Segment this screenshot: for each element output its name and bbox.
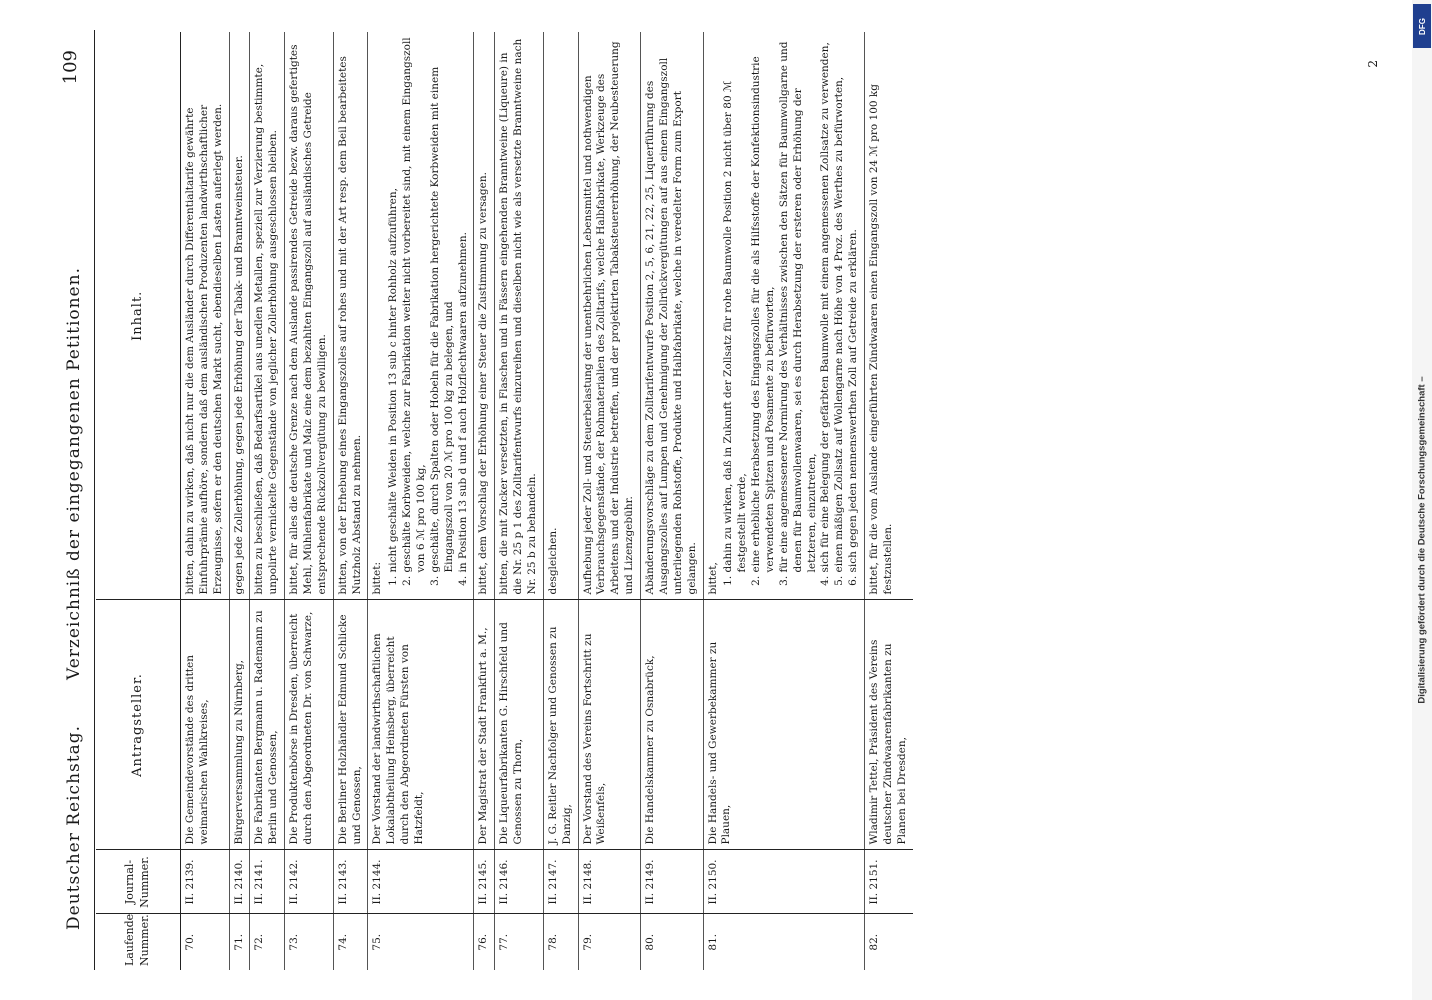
- header-title: Verzeichniß der eingegangenen Petitionen.: [64, 267, 84, 680]
- row-number: 72.: [250, 914, 285, 970]
- applicant: Der Vorstand der landwirthschaftlichen Lokalabtheilung Heinsberg, überreicht durch den Abgeordneten Fürsten von Hatzfeldt,: [368, 600, 474, 850]
- row-number: 73.: [285, 914, 334, 970]
- journal-number: II. 2139.: [181, 850, 230, 914]
- petition-content: [333, 32, 368, 600]
- row-number: 78.: [543, 914, 578, 970]
- petition-content: [578, 32, 640, 600]
- content-text: Aufhebung jeder Zoll- und Steuerbelastung der unentbehrlichen Lebensmittel und nothwendigen Verbrauchsgegenstände, der Rohmaterialien des Zolltarifs, welche Halbfabrikate, Werkzeuge des Arbeitens und der Industrie betreffen, und der projektirten Tabaksteuererhöhung, der Neubesteuerung und Lizenzgebühr.: [581, 41, 636, 595]
- col-header-journal: Journal-Nummer.: [96, 850, 181, 914]
- petition-content: [285, 32, 334, 600]
- content-text: bitten, die mit Zucker versetzten, in Flaschen und in Fässern eingehenden Branntweine (Liqueure) in die Nr. 25 p 1 des Zolltarifentwurfs einzureihen und dieselben nicht wie als versetzte Branntweine nach Nr. 25 b zu behandeln.: [498, 38, 539, 595]
- content-text: bittet, für alles die deutsche Grenze nach dem Auslande passirendes Getreide bezw. daraus gefertigtes Mehl, Mühlenfabrikate und Malz eine dem bezahlten Eingangszoll auf ausländisches Getreide entsprechende Rückzollvergütung zu bewilligen.: [288, 44, 328, 595]
- petition-content: [181, 32, 230, 600]
- journal-number: II. 2150.: [703, 850, 864, 914]
- applicant: Die Fabrikanten Bergmann u. Rademann zu Berlin und Genossen,: [250, 600, 285, 850]
- applicant: Die Liqueurfabrikanten G. Hirschfeld und Genossen zu Thorn,: [495, 600, 544, 850]
- list-item: 2. eine erhebliche Herabsetzung des Eingangszolles für die als Hilfsstoffe der Konfektionsindustrie verwendeten Spitzen und Posamente zu befürworten,: [750, 37, 778, 573]
- row-number: 76.: [474, 914, 495, 970]
- petition-content: [864, 32, 912, 600]
- table-row: [578, 32, 640, 970]
- row-number: 70.: [181, 914, 230, 970]
- dfg-credit: Digitalisierung gefördert durch die Deutsche Forschungsgemeinschaft –: [1416, 376, 1428, 704]
- signature-mark: 2: [1366, 60, 1380, 68]
- petition-content: [474, 32, 495, 600]
- row-number: 71.: [229, 914, 250, 970]
- journal-number: II. 2148.: [578, 850, 640, 914]
- journal-number: II. 2140.: [229, 850, 250, 914]
- row-number: 77.: [495, 914, 544, 970]
- content-text: bitten, dahin zu wirken, daß nicht nur die dem Ausländer durch Differentialtarife gewährte Einfuhrprämie aufhöre, sondern daß dem ausländischen Produzenten landwirthschaftlicher Erzeugnisse, sofern er den deutschen Markt sucht, ebendieselben Lasten auferlegt werden.: [184, 103, 224, 595]
- journal-number: II. 2145.: [474, 850, 495, 914]
- content-text: desgleichen.: [546, 527, 559, 595]
- applicant: Die Berliner Holzhändler Edmund Schlicke und Genossen,: [333, 600, 368, 850]
- dfg-logo: [1413, 4, 1431, 48]
- applicant: J. G. Reitler Nachfolger und Genossen zu Danzig,: [543, 600, 578, 850]
- journal-number: II. 2146.: [495, 850, 544, 914]
- petition-content: [543, 32, 578, 600]
- petition-content: [495, 32, 544, 600]
- table-row: [495, 32, 544, 970]
- list-item: 3. geschälte, durch Spalten oder Hobeln für die Fabrikation hergerichtete Korbweiden mit einem Eingangszoll von 20 ℳ pro 100 kg zu belegen, und: [429, 37, 457, 573]
- table-row: [250, 32, 285, 970]
- content-list: [722, 37, 861, 595]
- table-row: [864, 32, 912, 970]
- row-number: 74.: [333, 914, 368, 970]
- content-list: [387, 37, 470, 595]
- applicant: Der Magistrat der Stadt Frankfurt a. M.,: [474, 600, 495, 850]
- petition-content: [703, 32, 864, 600]
- content-text: gegen jede Zollerhöhung, gegen jede Erhöhung der Tabak- und Branntweinsteuer.: [232, 155, 245, 595]
- petition-content: [641, 32, 703, 600]
- applicant: Die Handels- und Gewerbekammer zu Plauen,: [703, 600, 864, 850]
- table-row: [703, 32, 864, 970]
- content-text: bittet:: [371, 562, 384, 595]
- list-item: 4. sich für eine Belegung der gefärbten Baumwolle mit einem angemessenen Zollsatze zu verwenden,: [819, 37, 833, 573]
- petition-table: [96, 32, 913, 970]
- journal-number: II. 2151.: [864, 850, 912, 914]
- table-header-row: [96, 32, 181, 970]
- table-row: [641, 32, 703, 970]
- journal-number: II. 2142.: [285, 850, 334, 914]
- journal-number: II. 2143.: [333, 850, 368, 914]
- applicant: Die Gemeindevorstände des dritten weimarischen Wahlkreises,: [181, 600, 230, 850]
- table-row: [181, 32, 230, 970]
- row-number: 79.: [578, 914, 640, 970]
- content-text: bittet,: [706, 562, 719, 595]
- list-item: 6. sich gegen jeden nennenswerthen Zoll auf Getreide zu erklären.: [847, 37, 861, 573]
- table-body: [181, 32, 913, 970]
- table-row: [229, 32, 250, 970]
- page-header: [54, 20, 94, 980]
- content-text: bittet, dem Vorschlag der Erhöhung einer Steuer die Zustimmung zu versagen.: [477, 172, 490, 595]
- petition-content: [368, 32, 474, 600]
- document-page: [36, 20, 1396, 980]
- header-rule: [94, 30, 95, 970]
- row-number: 82.: [864, 914, 912, 970]
- table-row: [543, 32, 578, 970]
- dfg-logo-text: DFG: [1417, 17, 1427, 35]
- row-number: 81.: [703, 914, 864, 970]
- journal-number: II. 2144.: [368, 850, 474, 914]
- row-number: 75.: [368, 914, 474, 970]
- row-number: 80.: [641, 914, 703, 970]
- journal-number: II. 2141.: [250, 850, 285, 914]
- page-number: 109: [60, 50, 81, 85]
- journal-number: II. 2147.: [543, 850, 578, 914]
- content-text: bittet, für die vom Auslande eingeführten Zündwaaren einen Eingangszoll von 24 ℳ pro 100 kg festzustellen.: [867, 84, 894, 595]
- list-item: 1. nicht geschälte Weiden in Position 13 sub c hinter Rohholz aufzuführen,: [387, 37, 401, 573]
- content-text: Abänderungsvorschläge zu dem Zolltarifentwurfe Position 2, 5, 6, 21, 22, 25, Liquerführung des Ausgangszolles auf Lumpen und Genehmigung der Zollrückvergütungen auf aus einem Eingangszoll unterliegenden Rohstoffe, Produkte und Halbfabrikate, welche in veredelter Form zum Export gelangen.: [644, 57, 698, 595]
- applicant: Bürgerversammlung zu Nürnberg,: [229, 600, 250, 850]
- journal-number: II. 2149.: [641, 850, 703, 914]
- table-row: [474, 32, 495, 970]
- table-row: [333, 32, 368, 970]
- list-item: 2. geschälte Korbweiden, welche zur Fabrikation weiter nicht vorbereitet sind, mit einem Eingangszoll von 6 ℳ pro 100 kg,: [401, 37, 429, 573]
- col-header-laufende: Laufende Nummer.: [96, 914, 181, 970]
- table-row: [285, 32, 334, 970]
- petition-content: [250, 32, 285, 600]
- applicant: Der Vorstand des Vereins Fortschritt zu Weißenfels,: [578, 600, 640, 850]
- applicant: Die Handelskammer zu Osnabrück,: [641, 600, 703, 850]
- list-item: 1. dahin zu wirken, daß in Zukunft der Zollsatz für rohe Baumwolle Position 2 nicht über 80 ℳ festgestellt werde,: [722, 37, 750, 573]
- list-item: 4. in Position 13 sub d und f auch Holzflechtwaaren aufzunehmen.: [457, 37, 471, 573]
- header-left: Deutscher Reichstag.: [64, 725, 84, 930]
- petition-content: [229, 32, 250, 600]
- list-item: 3. für eine angemessenere Normirung des Verhältnisses zwischen den Sätzen für Baumwollgarne und denen für Baumwollenwaaren, sei es durch Herabsetzung der ersteren oder Erhöhung der letzteren, einzutreten,: [778, 37, 820, 573]
- applicant: Wladimir Tettel, Präsident des Vereins deutscher Zündwaarenfabrikanten zu Planen bei Dresden,: [864, 600, 912, 850]
- content-text: bitten zu beschließen, daß Bedarfsartikel aus unedlen Metallen, speziell zur Verzierung bestimmte, unpolirte vernickelte Gegenstände von jeglicher Zollerhöhung ausgeschlossen bleiben.: [253, 63, 280, 595]
- applicant: Die Produktenbörse in Dresden, überreicht durch den Abgeordneten Dr. von Schwarze,: [285, 600, 334, 850]
- list-item: 5. einen mäßigen Zollsatz auf Wollengarne nach Höhe von 4 Proz. des Werthes zu befürworten,: [833, 37, 847, 573]
- col-header-inhalt: Inhalt.: [96, 32, 181, 600]
- table-row: [368, 32, 474, 970]
- col-header-antragsteller: Antragsteller.: [96, 600, 181, 850]
- content-text: bitten, von der Erhebung eines Eingangszolles auf rohes und mit der Art resp. dem Beil bearbeitetes Nutzholz Abstand zu nehmen.: [336, 56, 363, 595]
